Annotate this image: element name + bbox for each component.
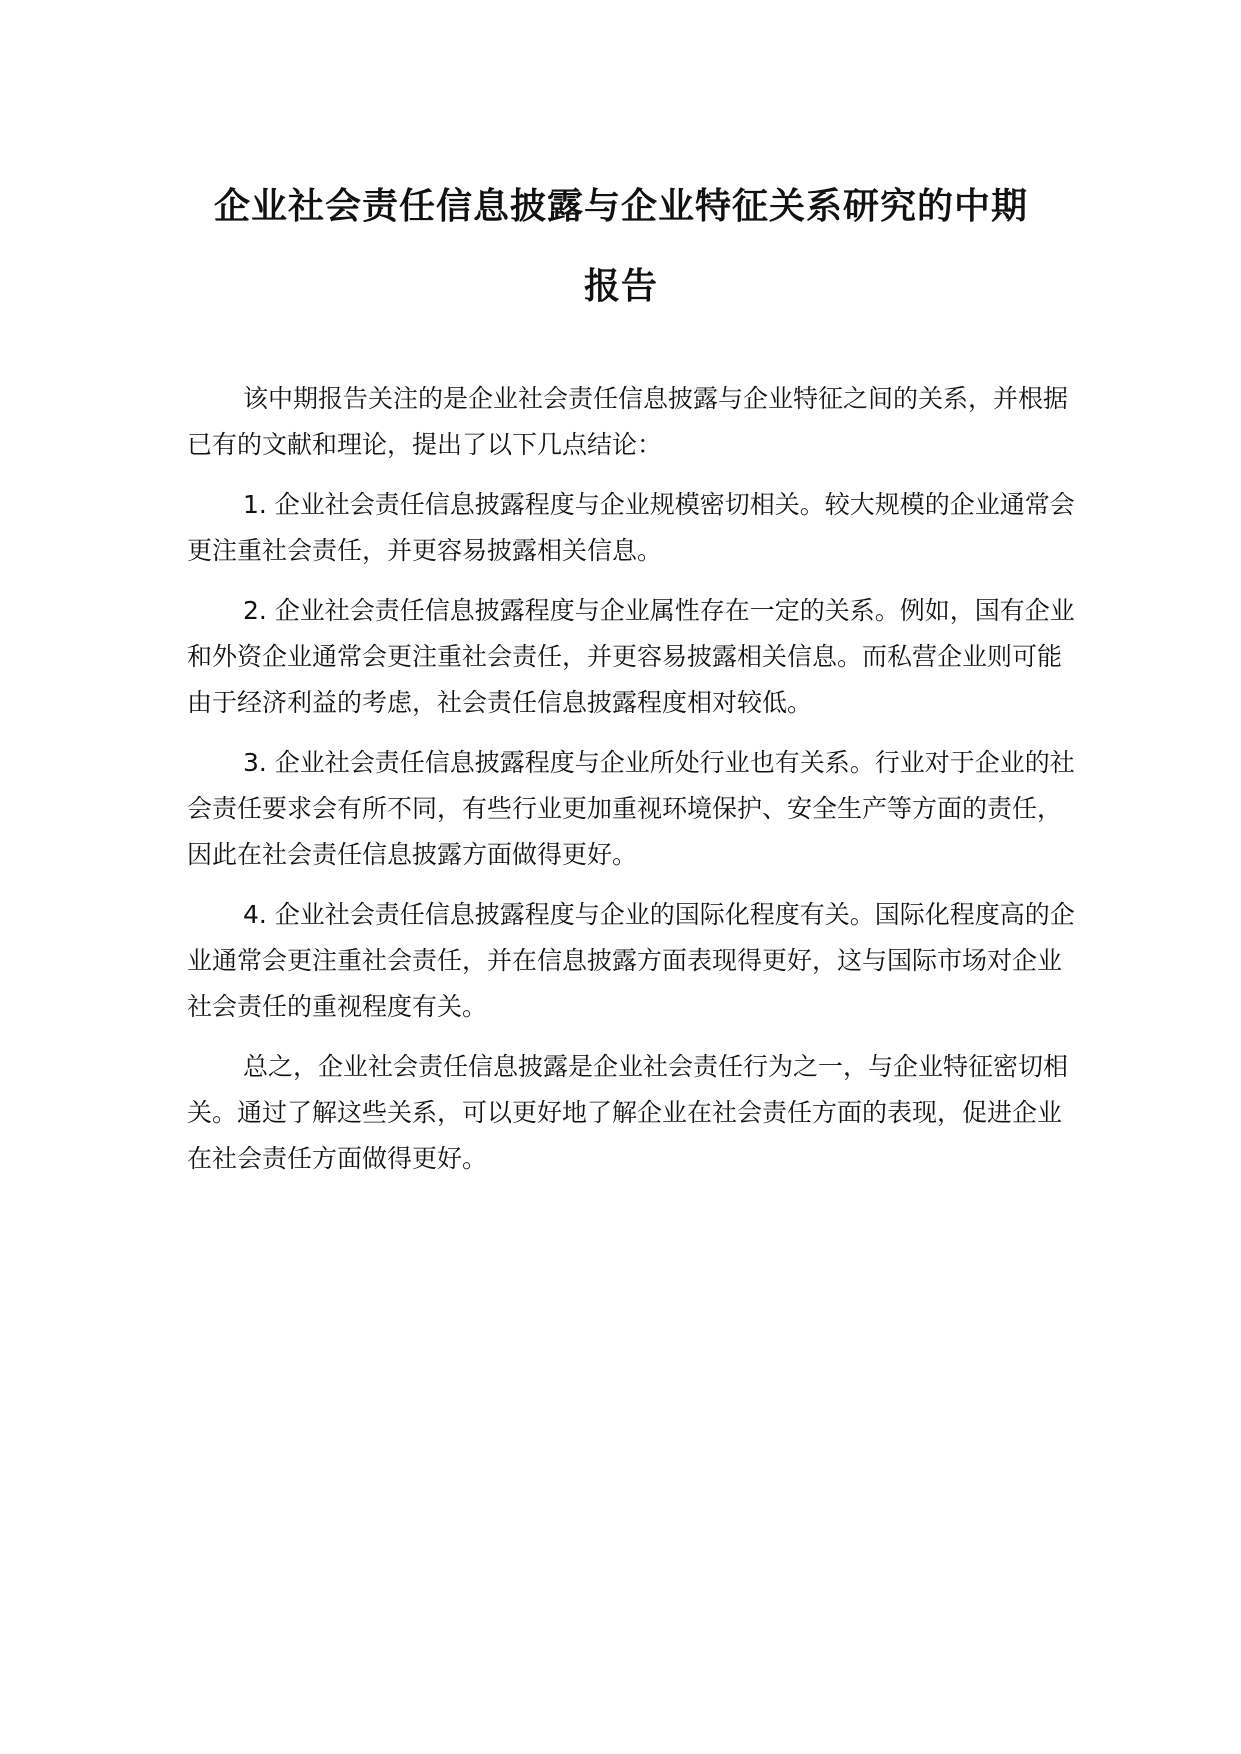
document-body (187, 376, 1077, 1196)
intro-paragraph: 该中期报告关注的是企业社会责任信息披露与企业特征之间的关系，并根据已有的文献和理论，提出了以下几点结论： (187, 384, 1069, 459)
conclusion-3-paragraph: 3. 企业社会责任信息披露程度与企业所处行业也有关系。行业对于企业的社会责任要求会有所不同，有些行业更加重视环境保护、安全生产等方面的责任，因此在社会责任信息披露方面做得更好。 (187, 748, 1075, 869)
conclusion-4-paragraph: 4. 企业社会责任信息披露程度与企业的国际化程度有关。国际化程度高的企业通常会更注重社会责任，并在信息披露方面表现得更好，这与国际市场对企业社会责任的重视程度有关。 (187, 900, 1075, 1021)
document-title-line-1: 企业社会责任信息披露与企业特征关系研究的中期 (213, 186, 1028, 227)
conclusion-2-paragraph: 2. 企业社会责任信息披露程度与企业属性存在一定的关系。例如，国有企业和外资企业通常会更注重社会责任，并更容易披露相关信息。而私营企业则可能由于经济利益的考虑，社会责任信息披露程度相对较低。 (187, 596, 1075, 717)
document-title-line-2: 报告 (583, 266, 658, 307)
summary-paragraph: 总之，企业社会责任信息披露是企业社会责任行为之一，与企业特征密切相关。通过了解这些关系，可以更好地了解企业在社会责任方面的表现，促进企业在社会责任方面做得更好。 (187, 1052, 1069, 1173)
conclusion-1-paragraph: 1. 企业社会责任信息披露程度与企业规模密切相关。较大规模的企业通常会更注重社会责任，并更容易披露相关信息。 (187, 490, 1075, 565)
